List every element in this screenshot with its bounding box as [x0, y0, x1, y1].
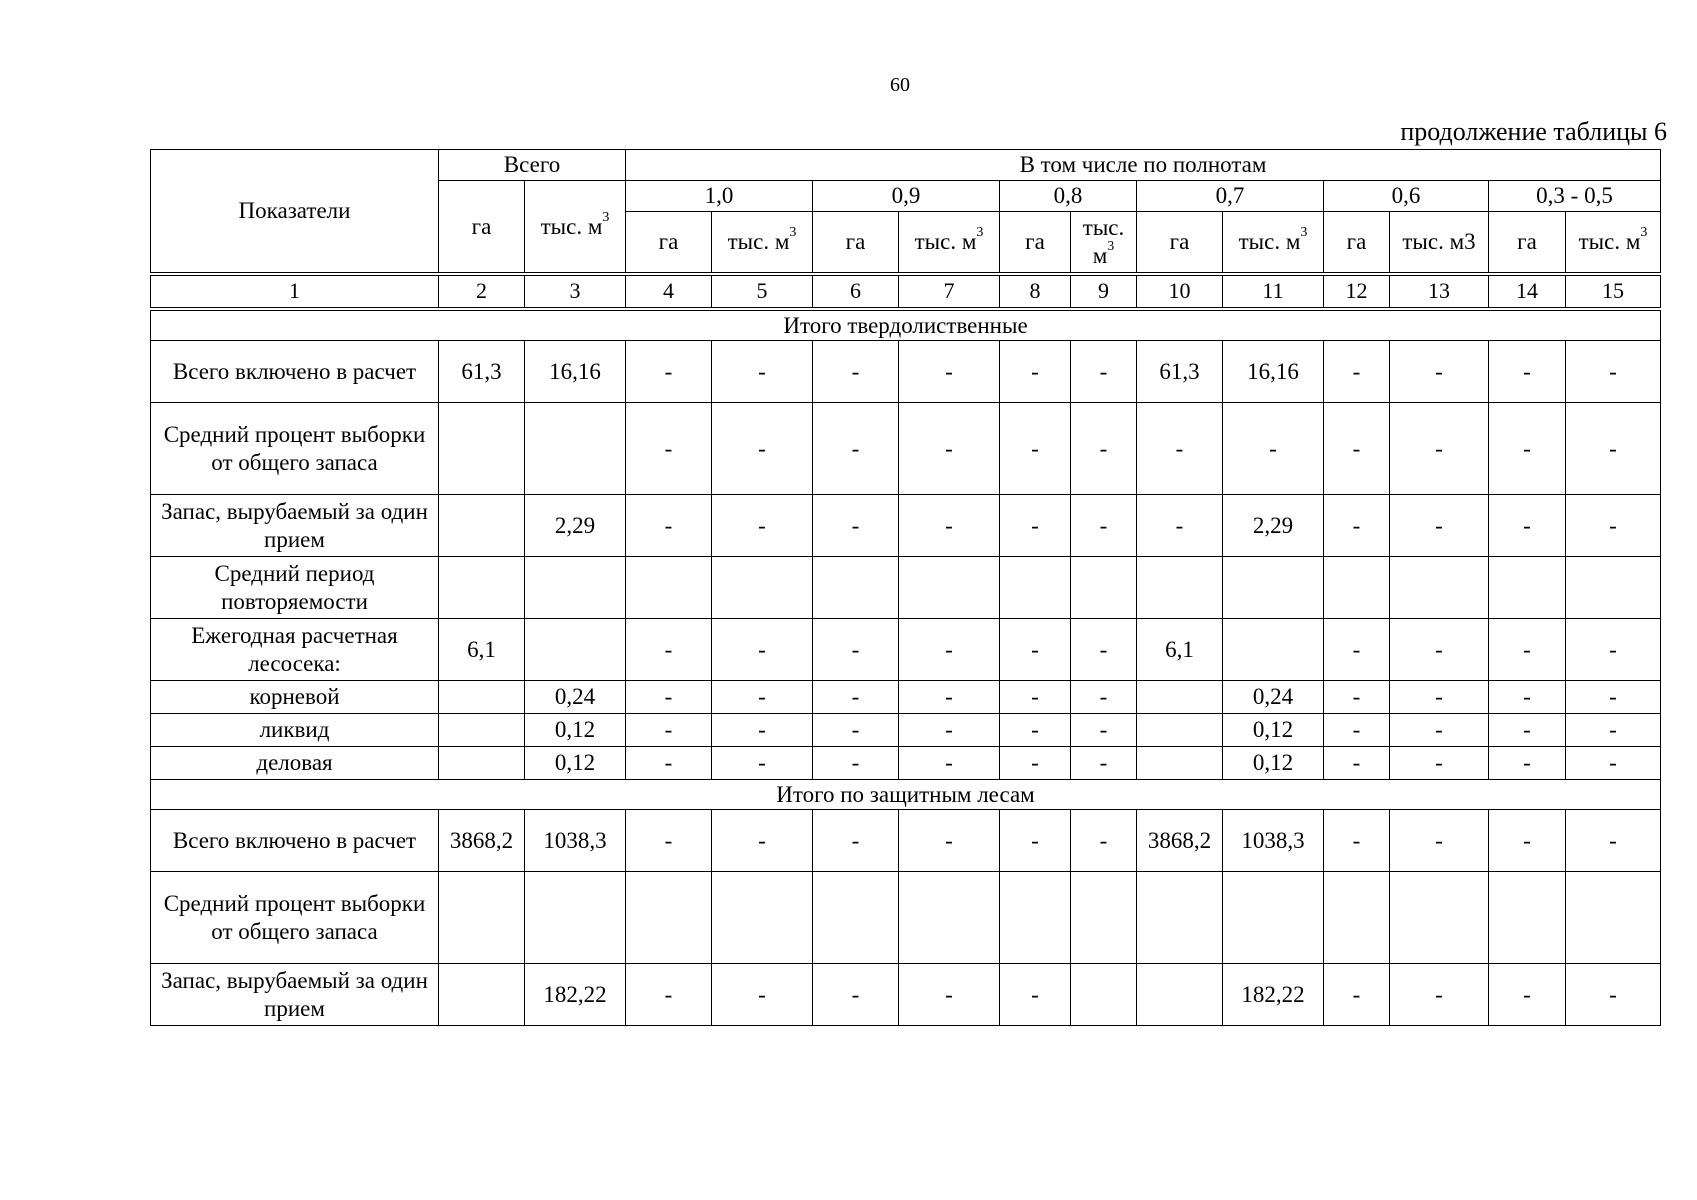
table-cell [439, 403, 525, 495]
table-cell: - [626, 341, 712, 403]
unit-text: тыс. м [1578, 229, 1641, 255]
unit-text: тыс. м [1238, 229, 1301, 255]
row-label: ликвид [151, 714, 439, 747]
unit-exponent: 3 [1300, 225, 1308, 241]
header-m3 [899, 212, 1000, 275]
table-cell: - [1000, 341, 1071, 403]
table-cell [1223, 619, 1324, 681]
table-cell: - [1489, 714, 1566, 747]
table-cell: - [1489, 747, 1566, 780]
table-cell: - [1566, 964, 1661, 1026]
header-total-m3 [525, 181, 626, 275]
table-cell [1071, 964, 1137, 1026]
table-cell [1071, 557, 1137, 619]
table-cell: 16,16 [525, 341, 626, 403]
table-cell [1390, 872, 1489, 964]
row-label: Запас, вырубаемый за один прием [151, 964, 439, 1026]
column-number: 7 [899, 274, 1000, 309]
table-cell: - [626, 747, 712, 780]
header-ha: га [1000, 212, 1071, 275]
table-cell: - [626, 619, 712, 681]
unit-exponent: 3 [976, 225, 984, 241]
column-number: 12 [1324, 274, 1390, 309]
unit-exponent: 3 [1640, 225, 1648, 241]
table-cell [813, 872, 899, 964]
table-cell: - [1324, 681, 1390, 714]
row-label: Средний процент выборки от общего запаса [151, 403, 439, 495]
table-cell: - [1000, 619, 1071, 681]
table-cell: - [1000, 747, 1071, 780]
header-ha: га [1137, 212, 1223, 275]
table-cell: - [712, 403, 813, 495]
table-cell: - [712, 619, 813, 681]
table-cell: - [813, 403, 899, 495]
header-including: В том числе по полнотам [626, 150, 1661, 181]
table-cell: - [813, 495, 899, 557]
table-cell: - [1390, 403, 1489, 495]
table-row [151, 681, 1661, 714]
table-cell: 0,12 [525, 747, 626, 780]
table-cell: - [1566, 619, 1661, 681]
table-cell: - [1489, 964, 1566, 1026]
table-cell: - [626, 495, 712, 557]
table-cell: - [899, 747, 1000, 780]
table-cell: - [626, 403, 712, 495]
table-cell: - [813, 964, 899, 1026]
table-row [151, 810, 1661, 872]
table-cell: - [1489, 495, 1566, 557]
table-cell: - [626, 810, 712, 872]
table-cell: - [1390, 964, 1489, 1026]
table-cell: 61,3 [439, 341, 525, 403]
table-cell: 2,29 [525, 495, 626, 557]
table-cell: - [813, 619, 899, 681]
table-cell: - [712, 810, 813, 872]
section-header-row [151, 780, 1661, 810]
table-cell: - [813, 341, 899, 403]
table-cell [525, 872, 626, 964]
table-cell [525, 619, 626, 681]
unit-exponent: 3 [789, 225, 797, 241]
row-label: деловая [151, 747, 439, 780]
table-cell: - [1137, 495, 1223, 557]
table-cell: 6,1 [1137, 619, 1223, 681]
table-cell [1137, 964, 1223, 1026]
header-ha: га [1489, 212, 1566, 275]
table-cell: - [899, 681, 1000, 714]
table-cell: - [1324, 495, 1390, 557]
table-cell: - [1223, 403, 1324, 495]
header-ha: га [813, 212, 899, 275]
table-row [151, 557, 1661, 619]
table-cell [899, 557, 1000, 619]
column-number: 14 [1489, 274, 1566, 309]
table-cell: - [1071, 681, 1137, 714]
row-label: Запас, вырубаемый за один прием [151, 495, 439, 557]
table-cell: - [1324, 341, 1390, 403]
table-cell [1390, 557, 1489, 619]
table-cell: - [1324, 403, 1390, 495]
table-cell: 3868,2 [439, 810, 525, 872]
table-cell [1137, 747, 1223, 780]
unit-exponent: 3 [602, 209, 610, 225]
table-cell: - [1566, 714, 1661, 747]
row-label: Средний период повторяемости [151, 557, 439, 619]
column-number: 6 [813, 274, 899, 309]
table-cell: - [1324, 964, 1390, 1026]
table-row [151, 747, 1661, 780]
table-cell: - [899, 619, 1000, 681]
table-cell: - [813, 747, 899, 780]
section-title: Итого по защитным лесам [151, 780, 1661, 810]
column-number: 13 [1390, 274, 1489, 309]
table-cell: - [626, 681, 712, 714]
table-cell: - [899, 495, 1000, 557]
table-cell [626, 872, 712, 964]
table-cell [626, 557, 712, 619]
table-cell: 182,22 [525, 964, 626, 1026]
table-cell: - [712, 964, 813, 1026]
table-cell: - [899, 964, 1000, 1026]
table-cell [1000, 557, 1071, 619]
table-cell [1137, 557, 1223, 619]
header-m3 [1223, 212, 1324, 275]
row-label: Всего включено в расчет [151, 341, 439, 403]
table-cell [1489, 872, 1566, 964]
column-number: 10 [1137, 274, 1223, 309]
table-cell: - [813, 810, 899, 872]
column-number-row [151, 274, 1661, 309]
table-cell: - [899, 341, 1000, 403]
table-cell [1324, 872, 1390, 964]
table-row [151, 495, 1661, 557]
table-cell: - [1489, 341, 1566, 403]
header-m3 [1566, 212, 1661, 275]
table-cell: - [712, 747, 813, 780]
header-density-2: 0,9 [813, 181, 1000, 212]
header-density-6: 0,3 - 0,5 [1489, 181, 1661, 212]
table-header [151, 150, 1661, 310]
table-cell [525, 403, 626, 495]
column-number: 8 [1000, 274, 1071, 309]
table-cell: - [1489, 681, 1566, 714]
table-cell [1137, 872, 1223, 964]
table-cell [439, 964, 525, 1026]
table-cell: - [1000, 403, 1071, 495]
table-cell: 182,22 [1223, 964, 1324, 1026]
table-cell: 16,16 [1223, 341, 1324, 403]
table-cell: - [813, 714, 899, 747]
table-cell: - [1324, 810, 1390, 872]
table-cell [1071, 872, 1137, 964]
table-cell: - [1566, 681, 1661, 714]
table-cell [1223, 557, 1324, 619]
table-cell [439, 557, 525, 619]
table-cell: - [1324, 714, 1390, 747]
table-cell: - [1000, 714, 1071, 747]
header-total-ha: га [439, 181, 525, 275]
table-cell [1137, 681, 1223, 714]
table-cell: - [1324, 747, 1390, 780]
row-label: корневой [151, 681, 439, 714]
table-cell [1000, 872, 1071, 964]
table-cell [525, 557, 626, 619]
table-cell: - [1390, 747, 1489, 780]
table-cell: - [1566, 747, 1661, 780]
unit-exponent: 3 [1107, 239, 1115, 254]
table-cell: - [1000, 495, 1071, 557]
table-cell: 3868,2 [1137, 810, 1223, 872]
table-cell: 1038,3 [1223, 810, 1324, 872]
table-caption: продолжение таблицы 6 [1400, 117, 1667, 146]
table-row [151, 403, 1661, 495]
table-cell: - [1071, 619, 1137, 681]
table-cell: - [1390, 810, 1489, 872]
table-cell: - [1324, 619, 1390, 681]
table-cell: 0,24 [525, 681, 626, 714]
table-cell: 0,12 [1223, 714, 1324, 747]
table-cell: - [1071, 341, 1137, 403]
page-number: 60 [890, 74, 910, 96]
table-row [151, 964, 1661, 1026]
column-number: 5 [712, 274, 813, 309]
header-density-4: 0,7 [1137, 181, 1324, 212]
table-cell: - [712, 714, 813, 747]
table-cell: - [1566, 341, 1661, 403]
header-m3-plain: тыс. м3 [1390, 212, 1489, 275]
column-number: 4 [626, 274, 712, 309]
table-cell: - [1489, 619, 1566, 681]
table-cell: 1038,3 [525, 810, 626, 872]
row-label: Ежегодная расчетная лесосека: [151, 619, 439, 681]
row-label: Средний процент выборки от общего запаса [151, 872, 439, 964]
table-cell: - [1071, 714, 1137, 747]
table-cell: 0,24 [1223, 681, 1324, 714]
table-body [151, 309, 1661, 1026]
unit-text: тыс. м [727, 229, 790, 255]
unit-text: тыс. [1082, 215, 1125, 241]
table-cell [439, 872, 525, 964]
table-row [151, 341, 1661, 403]
table-cell [813, 557, 899, 619]
table-cell [439, 681, 525, 714]
table-cell [1223, 872, 1324, 964]
row-label: Всего включено в расчет [151, 810, 439, 872]
table-cell: - [626, 964, 712, 1026]
header-m3-wrapped [1071, 212, 1137, 275]
table-cell: - [813, 681, 899, 714]
table-cell: - [1390, 714, 1489, 747]
table-cell: - [899, 714, 1000, 747]
table-cell: - [1071, 403, 1137, 495]
header-ha: га [1324, 212, 1390, 275]
header-density-3: 0,8 [1000, 181, 1137, 212]
table-cell [712, 557, 813, 619]
table-cell: - [1390, 495, 1489, 557]
table-cell [712, 872, 813, 964]
table-cell [1489, 557, 1566, 619]
table-cell [439, 495, 525, 557]
table-cell: - [1566, 495, 1661, 557]
table-cell: - [1566, 403, 1661, 495]
table-cell: 0,12 [1223, 747, 1324, 780]
table-cell: - [712, 495, 813, 557]
table-cell: - [1000, 681, 1071, 714]
header-indicators: Показатели [151, 150, 439, 275]
column-number: 11 [1223, 274, 1324, 309]
table-cell: - [712, 341, 813, 403]
table-cell: - [1071, 747, 1137, 780]
table-cell: - [1000, 964, 1071, 1026]
table-cell: - [1071, 810, 1137, 872]
table-cell [899, 872, 1000, 964]
table-cell: 0,12 [525, 714, 626, 747]
table-row [151, 619, 1661, 681]
table-cell: - [1566, 810, 1661, 872]
table-cell: - [899, 403, 1000, 495]
table-cell: - [1390, 681, 1489, 714]
column-number: 3 [525, 274, 626, 309]
header-density-5: 0,6 [1324, 181, 1489, 212]
table-cell: 2,29 [1223, 495, 1324, 557]
table-cell: 6,1 [439, 619, 525, 681]
header-ha: га [626, 212, 712, 275]
table-cell: - [1071, 495, 1137, 557]
unit-text: тыс. м [540, 213, 603, 239]
section-header-row [151, 309, 1661, 341]
table-row [151, 872, 1661, 964]
unit-text: м [1092, 243, 1108, 268]
table-cell: - [1489, 810, 1566, 872]
table-cell: - [712, 681, 813, 714]
table-cell [439, 714, 525, 747]
section-title: Итого твердолиственные [151, 309, 1661, 341]
table-cell [1137, 714, 1223, 747]
table-cell: - [1000, 810, 1071, 872]
table-row [151, 714, 1661, 747]
table-cell [1566, 872, 1661, 964]
header-density-1: 1,0 [626, 181, 813, 212]
table-cell: 61,3 [1137, 341, 1223, 403]
unit-text: тыс. м [914, 229, 977, 255]
table-cell: - [899, 810, 1000, 872]
column-number: 2 [439, 274, 525, 309]
header-m3 [712, 212, 813, 275]
column-number: 9 [1071, 274, 1137, 309]
table-cell [439, 747, 525, 780]
data-table [150, 149, 1661, 1026]
column-number: 15 [1566, 274, 1661, 309]
table-cell: - [1137, 403, 1223, 495]
table-cell [1324, 557, 1390, 619]
table-cell: - [1390, 341, 1489, 403]
column-number: 1 [151, 274, 439, 309]
table-cell: - [1390, 619, 1489, 681]
table-cell [1566, 557, 1661, 619]
header-total: Всего [439, 150, 626, 181]
table-cell: - [626, 714, 712, 747]
table-cell: - [1489, 403, 1566, 495]
